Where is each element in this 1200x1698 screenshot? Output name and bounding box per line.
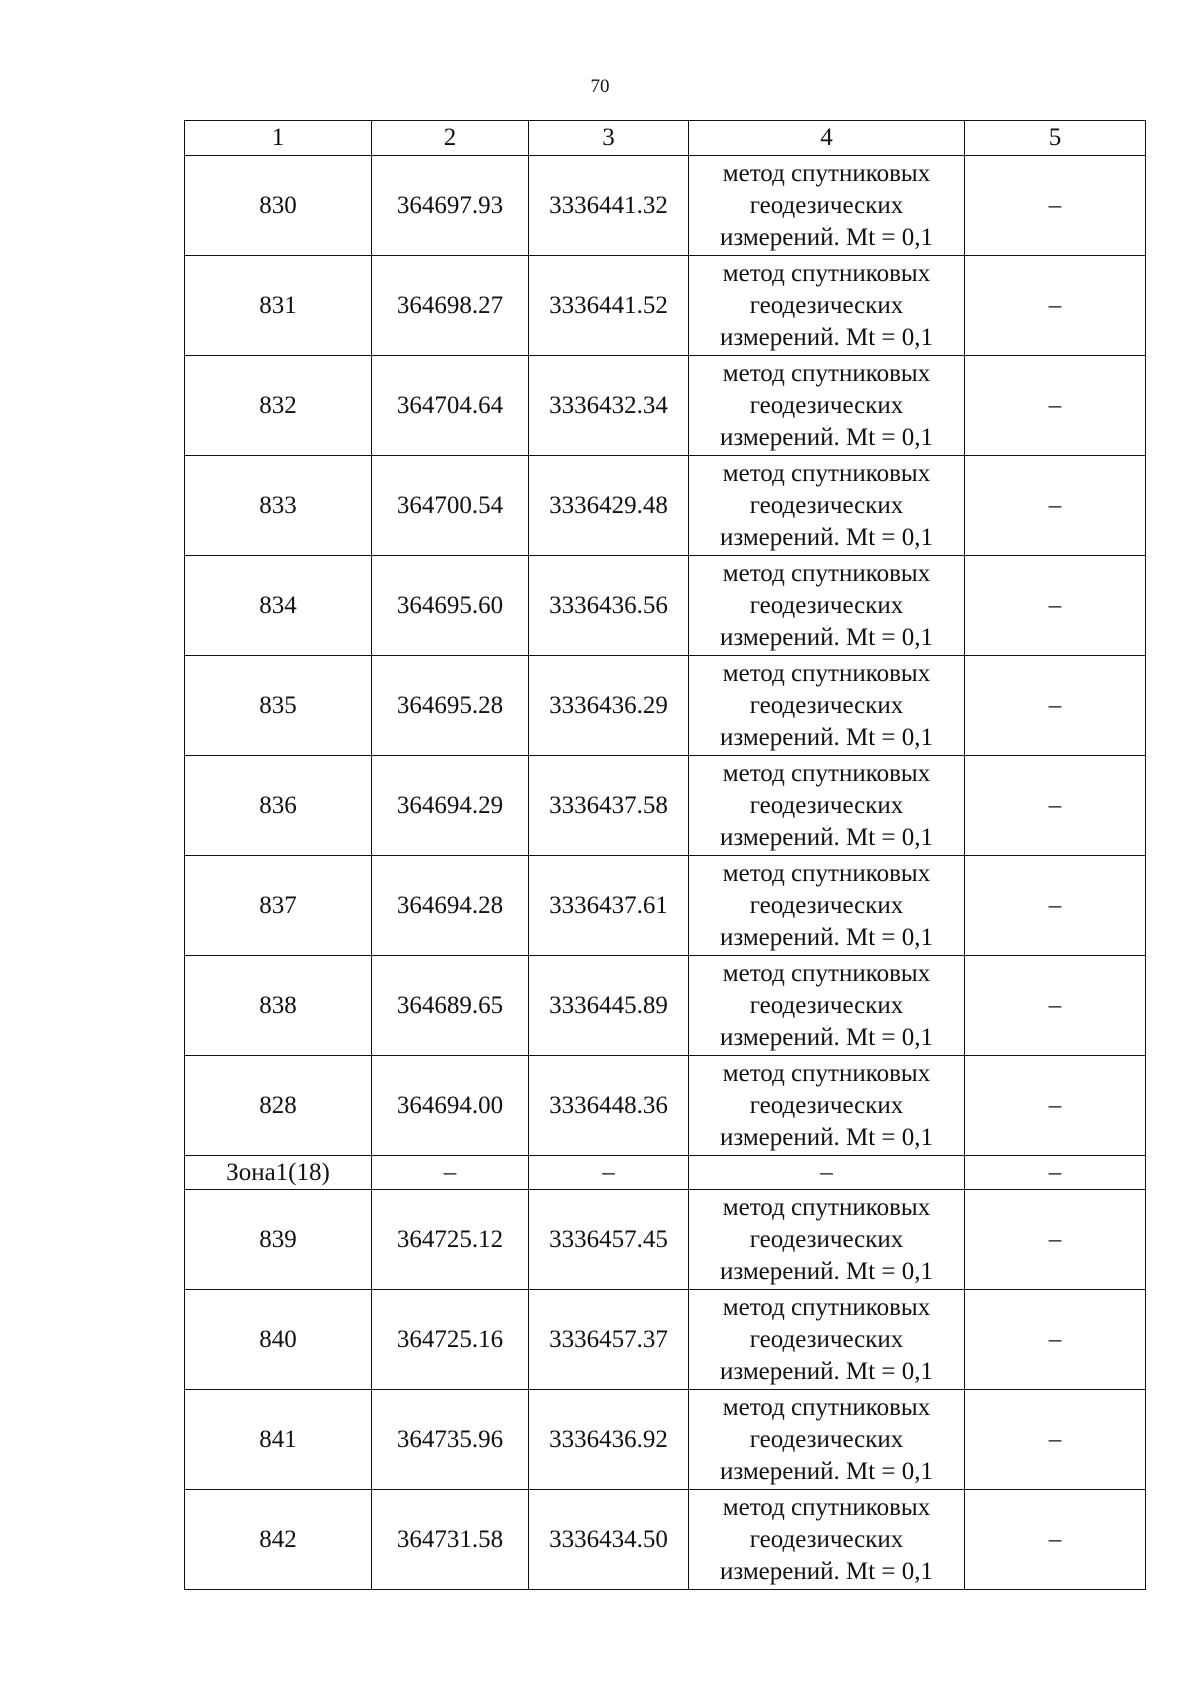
method-cell xyxy=(689,256,965,356)
x-coordinate-cell: 364735.96 xyxy=(372,1390,529,1490)
point-number-cell: 831 xyxy=(185,256,372,356)
method-text: метод спутниковых геодезических измерений. Mt = 0,1 xyxy=(719,259,934,351)
table-row xyxy=(185,556,1146,656)
point-number-cell: 842 xyxy=(185,1490,372,1590)
method-cell xyxy=(689,556,965,656)
point-number-cell: 841 xyxy=(185,1390,372,1490)
column-header: 4 xyxy=(689,121,965,156)
method-text: метод спутниковых геодезических измерений. Mt = 0,1 xyxy=(719,1059,934,1151)
table-row xyxy=(185,856,1146,956)
method-cell xyxy=(689,956,965,1056)
table-row xyxy=(185,356,1146,456)
point-number-cell: 839 xyxy=(185,1190,372,1290)
method-cell xyxy=(689,1156,965,1190)
method-text: – xyxy=(820,1158,833,1186)
method-cell xyxy=(689,1290,965,1390)
note-cell: – xyxy=(965,756,1146,856)
note-cell: – xyxy=(965,956,1146,1056)
point-number-cell: 828 xyxy=(185,1056,372,1156)
note-cell: – xyxy=(965,356,1146,456)
method-text: метод спутниковых геодезических измерений. Mt = 0,1 xyxy=(719,959,934,1051)
method-text: метод спутниковых геодезических измерений. Mt = 0,1 xyxy=(719,159,934,251)
note-cell: – xyxy=(965,1056,1146,1156)
y-coordinate-cell: 3336434.50 xyxy=(529,1490,689,1590)
method-text: метод спутниковых геодезических измерений. Mt = 0,1 xyxy=(719,1193,934,1285)
table-row xyxy=(185,756,1146,856)
table-row xyxy=(185,456,1146,556)
point-number-cell: 834 xyxy=(185,556,372,656)
column-header: 1 xyxy=(185,121,372,156)
y-coordinate-cell: 3336437.58 xyxy=(529,756,689,856)
x-coordinate-cell: 364689.65 xyxy=(372,956,529,1056)
x-coordinate-cell: 364704.64 xyxy=(372,356,529,456)
x-coordinate-cell: 364697.93 xyxy=(372,156,529,256)
method-text: метод спутниковых геодезических измерений. Mt = 0,1 xyxy=(719,1493,934,1585)
y-coordinate-cell: 3336441.52 xyxy=(529,256,689,356)
y-coordinate-cell: 3336457.45 xyxy=(529,1190,689,1290)
table-row xyxy=(185,656,1146,756)
x-coordinate-cell: – xyxy=(372,1156,529,1190)
y-coordinate-cell: – xyxy=(529,1156,689,1190)
point-number-cell: 837 xyxy=(185,856,372,956)
note-cell: – xyxy=(965,256,1146,356)
x-coordinate-cell: 364694.00 xyxy=(372,1056,529,1156)
note-cell: – xyxy=(965,1290,1146,1390)
x-coordinate-cell: 364694.29 xyxy=(372,756,529,856)
column-header: 2 xyxy=(372,121,529,156)
table-header-row xyxy=(185,121,1146,156)
point-number-cell: 832 xyxy=(185,356,372,456)
table-row xyxy=(185,1190,1146,1290)
y-coordinate-cell: 3336437.61 xyxy=(529,856,689,956)
table-row xyxy=(185,1290,1146,1390)
method-cell xyxy=(689,156,965,256)
note-cell: – xyxy=(965,1390,1146,1490)
x-coordinate-cell: 364698.27 xyxy=(372,256,529,356)
y-coordinate-cell: 3336457.37 xyxy=(529,1290,689,1390)
table-row xyxy=(185,1056,1146,1156)
y-coordinate-cell: 3336436.92 xyxy=(529,1390,689,1490)
y-coordinate-cell: 3336445.89 xyxy=(529,956,689,1056)
y-coordinate-cell: 3336448.36 xyxy=(529,1056,689,1156)
table-row xyxy=(185,1490,1146,1590)
note-cell: – xyxy=(965,1190,1146,1290)
method-text: метод спутниковых геодезических измерений. Mt = 0,1 xyxy=(719,759,934,851)
x-coordinate-cell: 364694.28 xyxy=(372,856,529,956)
note-cell: – xyxy=(965,856,1146,956)
method-text: метод спутниковых геодезических измерений. Mt = 0,1 xyxy=(719,859,934,951)
y-coordinate-cell: 3336436.56 xyxy=(529,556,689,656)
method-cell xyxy=(689,456,965,556)
point-number-cell: 838 xyxy=(185,956,372,1056)
method-cell xyxy=(689,856,965,956)
y-coordinate-cell: 3336432.34 xyxy=(529,356,689,456)
method-text: метод спутниковых геодезических измерений. Mt = 0,1 xyxy=(719,359,934,451)
method-text: метод спутниковых геодезических измерений. Mt = 0,1 xyxy=(719,559,934,651)
method-text: метод спутниковых геодезических измерений. Mt = 0,1 xyxy=(719,1393,934,1485)
page-number: 70 xyxy=(590,76,610,97)
method-text: метод спутниковых геодезических измерений. Mt = 0,1 xyxy=(719,659,934,751)
table-row xyxy=(185,956,1146,1056)
method-text: метод спутниковых геодезических измерений. Mt = 0,1 xyxy=(719,1293,934,1385)
x-coordinate-cell: 364700.54 xyxy=(372,456,529,556)
x-coordinate-cell: 364731.58 xyxy=(372,1490,529,1590)
x-coordinate-cell: 364695.60 xyxy=(372,556,529,656)
table-row xyxy=(185,256,1146,356)
point-number-cell: 840 xyxy=(185,1290,372,1390)
x-coordinate-cell: 364725.12 xyxy=(372,1190,529,1290)
table-body xyxy=(185,121,1146,1590)
note-cell: – xyxy=(965,1156,1146,1190)
table-row xyxy=(185,1390,1146,1490)
note-cell: – xyxy=(965,656,1146,756)
point-number-cell: 833 xyxy=(185,456,372,556)
note-cell: – xyxy=(965,456,1146,556)
method-cell xyxy=(689,1056,965,1156)
point-number-cell: 830 xyxy=(185,156,372,256)
column-header: 5 xyxy=(965,121,1146,156)
method-cell xyxy=(689,1190,965,1290)
point-number-cell: 835 xyxy=(185,656,372,756)
x-coordinate-cell: 364695.28 xyxy=(372,656,529,756)
table-row xyxy=(185,156,1146,256)
method-text: метод спутниковых геодезических измерений. Mt = 0,1 xyxy=(719,459,934,551)
zone-row xyxy=(185,1156,1146,1190)
method-cell xyxy=(689,356,965,456)
method-cell xyxy=(689,756,965,856)
y-coordinate-cell: 3336429.48 xyxy=(529,456,689,556)
note-cell: – xyxy=(965,556,1146,656)
coordinates-table xyxy=(184,120,1146,1590)
method-cell xyxy=(689,656,965,756)
column-header: 3 xyxy=(529,121,689,156)
point-number-cell: 836 xyxy=(185,756,372,856)
point-number-cell: Зона1(18) xyxy=(185,1156,372,1190)
note-cell: – xyxy=(965,156,1146,256)
method-cell xyxy=(689,1390,965,1490)
y-coordinate-cell: 3336436.29 xyxy=(529,656,689,756)
method-cell xyxy=(689,1490,965,1590)
x-coordinate-cell: 364725.16 xyxy=(372,1290,529,1390)
note-cell: – xyxy=(965,1490,1146,1590)
y-coordinate-cell: 3336441.32 xyxy=(529,156,689,256)
